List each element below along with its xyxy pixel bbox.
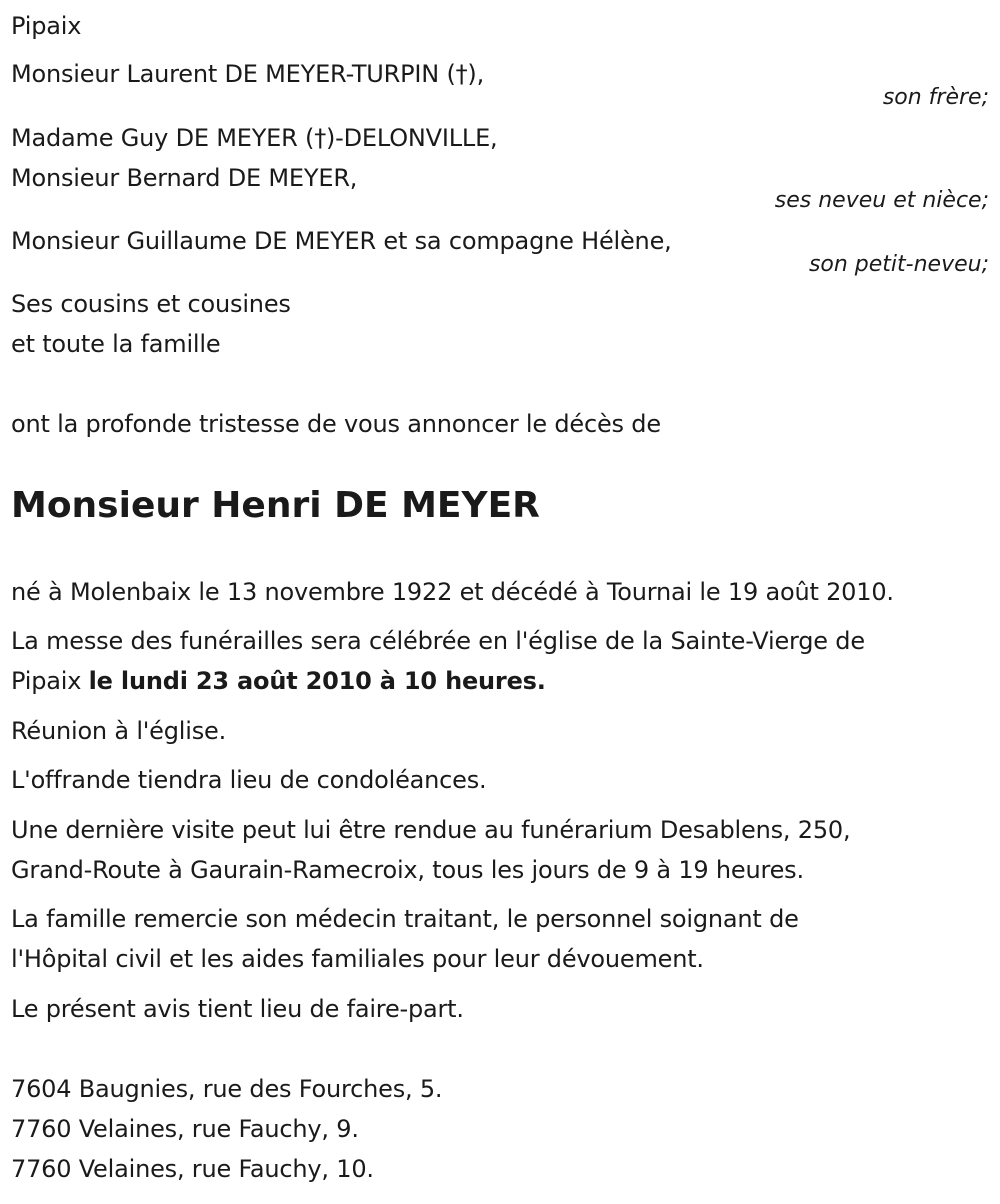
funeral-mass-line-1: La messe des funérailles sera célébrée en l'église de la Sainte-Vierge de [11, 627, 865, 655]
reunion-line: Réunion à l'église. [11, 717, 227, 745]
birth-death-line: né à Molenbaix le 13 novembre 1922 et décédé à Tournai le 19 août 2010. [11, 578, 894, 606]
relation-grand-nephew: son petit-neveu; [808, 252, 989, 277]
address-2: 7760 Velaines, rue Fauchy, 9. [11, 1115, 359, 1143]
notice-line: Le présent avis tient lieu de faire-part. [11, 995, 464, 1023]
family-member-bernard: Monsieur Bernard DE MEYER, [11, 164, 358, 192]
family-member-laurent: Monsieur Laurent DE MEYER-TURPIN (†), [11, 60, 485, 88]
visit-line-1: Une dernière visite peut lui être rendue au funérarium Desablens, 250, [11, 816, 851, 844]
funeral-mass-date: le lundi 23 août 2010 à 10 heures. [88, 667, 546, 695]
relation-nephew-niece: ses neveu et nièce; [774, 188, 989, 213]
family-cousins: Ses cousins et cousines [11, 290, 291, 318]
relation-brother: son frère; [882, 85, 989, 110]
offering-line: L'offrande tiendra lieu de condoléances. [11, 766, 487, 794]
funeral-mass-place: Pipaix [11, 667, 89, 695]
address-3: 7760 Velaines, rue Fauchy, 10. [11, 1155, 374, 1183]
visit-line-2: Grand-Route à Gaurain-Ramecroix, tous les jours de 9 à 19 heures. [11, 856, 804, 884]
address-1: 7604 Baugnies, rue des Fourches, 5. [11, 1075, 443, 1103]
funeral-mass-line-2 [11, 661, 546, 701]
announcement-text: ont la profonde tristesse de vous annoncer le décès de [11, 410, 661, 438]
thanks-line-1: La famille remercie son médecin traitant, le personnel soignant de [11, 905, 799, 933]
thanks-line-2: l'Hôpital civil et les aides familiales pour leur dévouement. [11, 945, 704, 973]
place-line: Pipaix [11, 12, 82, 40]
family-all: et toute la famille [11, 330, 221, 358]
family-member-guy: Madame Guy DE MEYER (†)-DELONVILLE, [11, 124, 498, 152]
family-member-guillaume: Monsieur Guillaume DE MEYER et sa compagne Hélène, [11, 227, 672, 255]
deceased-name: Monsieur Henri DE MEYER [11, 485, 540, 526]
